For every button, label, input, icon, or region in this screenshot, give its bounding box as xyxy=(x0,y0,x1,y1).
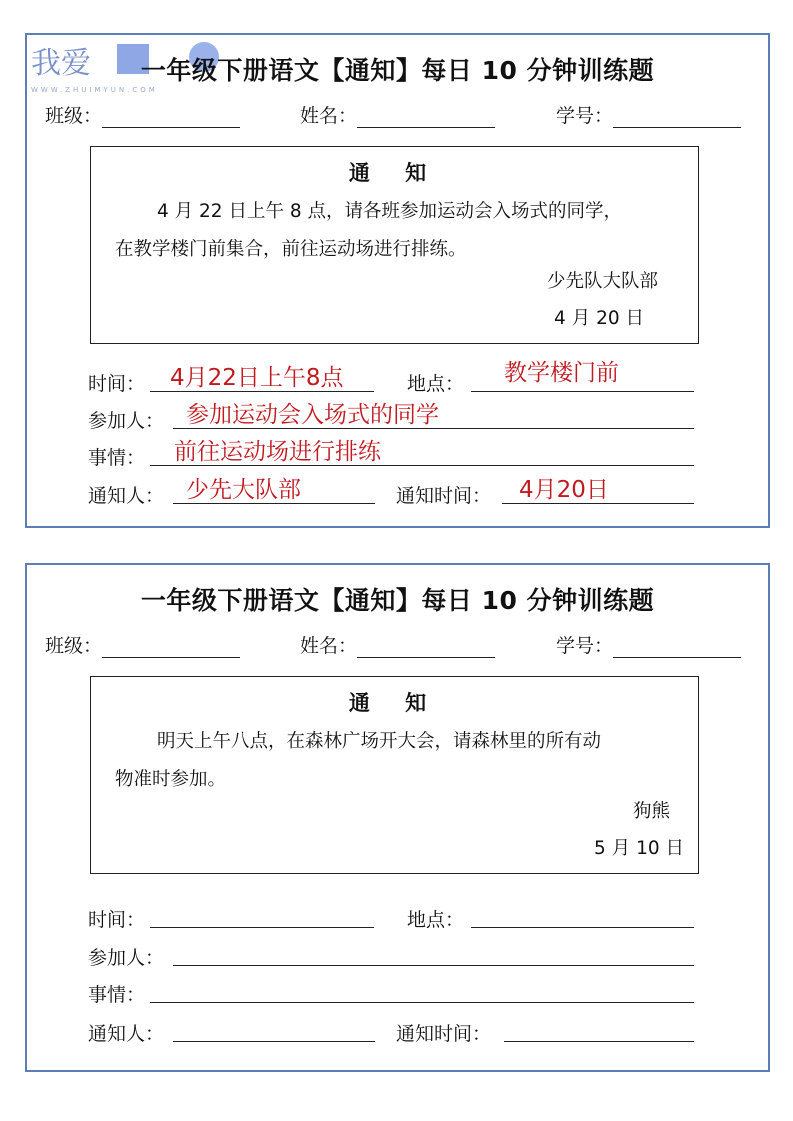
name-blank[interactable] xyxy=(357,107,495,128)
name-field xyxy=(300,101,495,128)
participants-label: 参加人： xyxy=(88,410,165,432)
matter-answer: 前往运动场进行排练 xyxy=(174,439,381,465)
notifier-label: 通知人： xyxy=(88,1023,165,1045)
time-answer: 4月22日上午8点 xyxy=(170,365,344,391)
class-field xyxy=(45,631,240,658)
notice-box xyxy=(90,146,699,344)
notice-body xyxy=(115,193,680,269)
notice-time-blank[interactable] xyxy=(504,1019,694,1042)
notice-time-blank[interactable] xyxy=(502,477,694,504)
place-label: 地点： xyxy=(407,909,465,931)
notice-body-line-1: 4 月 22 日上午 8 点，请各班参加运动会入场式的同学， xyxy=(157,201,622,222)
notice-date: 4 月 20 日 xyxy=(554,308,644,329)
notice-body-line-2: 在教学楼门前集合，前往运动场进行排练。 xyxy=(115,239,467,260)
worksheet-title: 一年级下册语文【通知】每日 10 分钟训练题 xyxy=(140,586,655,615)
notifier-blank[interactable] xyxy=(173,477,375,504)
notice-body-line-2: 物准时参加。 xyxy=(115,769,227,790)
matter-label: 事情： xyxy=(88,447,146,469)
participants-blank[interactable] xyxy=(173,943,694,966)
place-answer: 教学楼门前 xyxy=(504,360,619,386)
student-id-blank[interactable] xyxy=(613,107,741,128)
place-blank[interactable] xyxy=(471,905,694,928)
notice-body xyxy=(115,723,680,799)
notice-time-label: 通知时间： xyxy=(396,1023,492,1045)
participants-blank[interactable] xyxy=(173,402,694,429)
time-label: 时间： xyxy=(88,909,146,931)
place-blank[interactable] xyxy=(471,360,694,392)
notice-signature: 狗熊 xyxy=(632,801,670,822)
place-label: 地点： xyxy=(407,373,465,395)
student-id-label: 学号： xyxy=(556,635,614,657)
class-blank[interactable] xyxy=(102,637,240,658)
name-label: 姓名： xyxy=(300,635,358,657)
time-blank[interactable] xyxy=(150,365,374,392)
name-label: 姓名： xyxy=(300,105,358,127)
class-label: 班级： xyxy=(45,635,103,657)
notice-signature: 少先队大队部 xyxy=(546,271,658,292)
student-id-label: 学号： xyxy=(556,105,614,127)
participants-answer: 参加运动会入场式的同学 xyxy=(186,402,439,428)
name-field xyxy=(300,631,495,658)
class-blank[interactable] xyxy=(102,107,240,128)
notifier-blank[interactable] xyxy=(173,1019,375,1042)
student-id-blank[interactable] xyxy=(613,637,741,658)
class-label: 班级： xyxy=(45,105,103,127)
participants-label: 参加人： xyxy=(88,947,165,969)
watermark-url: WWW.ZHUIMYUN.COM xyxy=(31,86,158,94)
matter-blank[interactable] xyxy=(150,439,694,466)
notifier-label: 通知人： xyxy=(88,485,165,507)
notice-body-line-1: 明天上午八点，在森林广场开大会，请森林里的所有动 xyxy=(157,731,602,752)
worksheet-title: 一年级下册语文【通知】每日 10 分钟训练题 xyxy=(140,56,655,85)
notice-heading: 通 知 xyxy=(348,691,441,715)
matter-blank[interactable] xyxy=(150,980,694,1003)
worksheet-card-1 xyxy=(25,33,770,528)
notice-date: 5 月 10 日 xyxy=(594,838,684,859)
student-id-field xyxy=(556,631,741,658)
notice-box xyxy=(90,676,699,874)
time-blank[interactable] xyxy=(150,905,374,928)
watermark-text: 我爱 xyxy=(31,46,91,81)
matter-label: 事情： xyxy=(88,984,146,1006)
notice-time-label: 通知时间： xyxy=(396,485,492,507)
class-field xyxy=(45,101,240,128)
notice-heading: 通 知 xyxy=(348,161,441,185)
worksheet-card-2 xyxy=(25,563,770,1072)
notice-time-answer: 4月20日 xyxy=(519,477,609,503)
name-blank[interactable] xyxy=(357,637,495,658)
time-label: 时间： xyxy=(88,373,146,395)
notifier-answer: 少先大队部 xyxy=(186,477,301,503)
student-id-field xyxy=(556,101,741,128)
